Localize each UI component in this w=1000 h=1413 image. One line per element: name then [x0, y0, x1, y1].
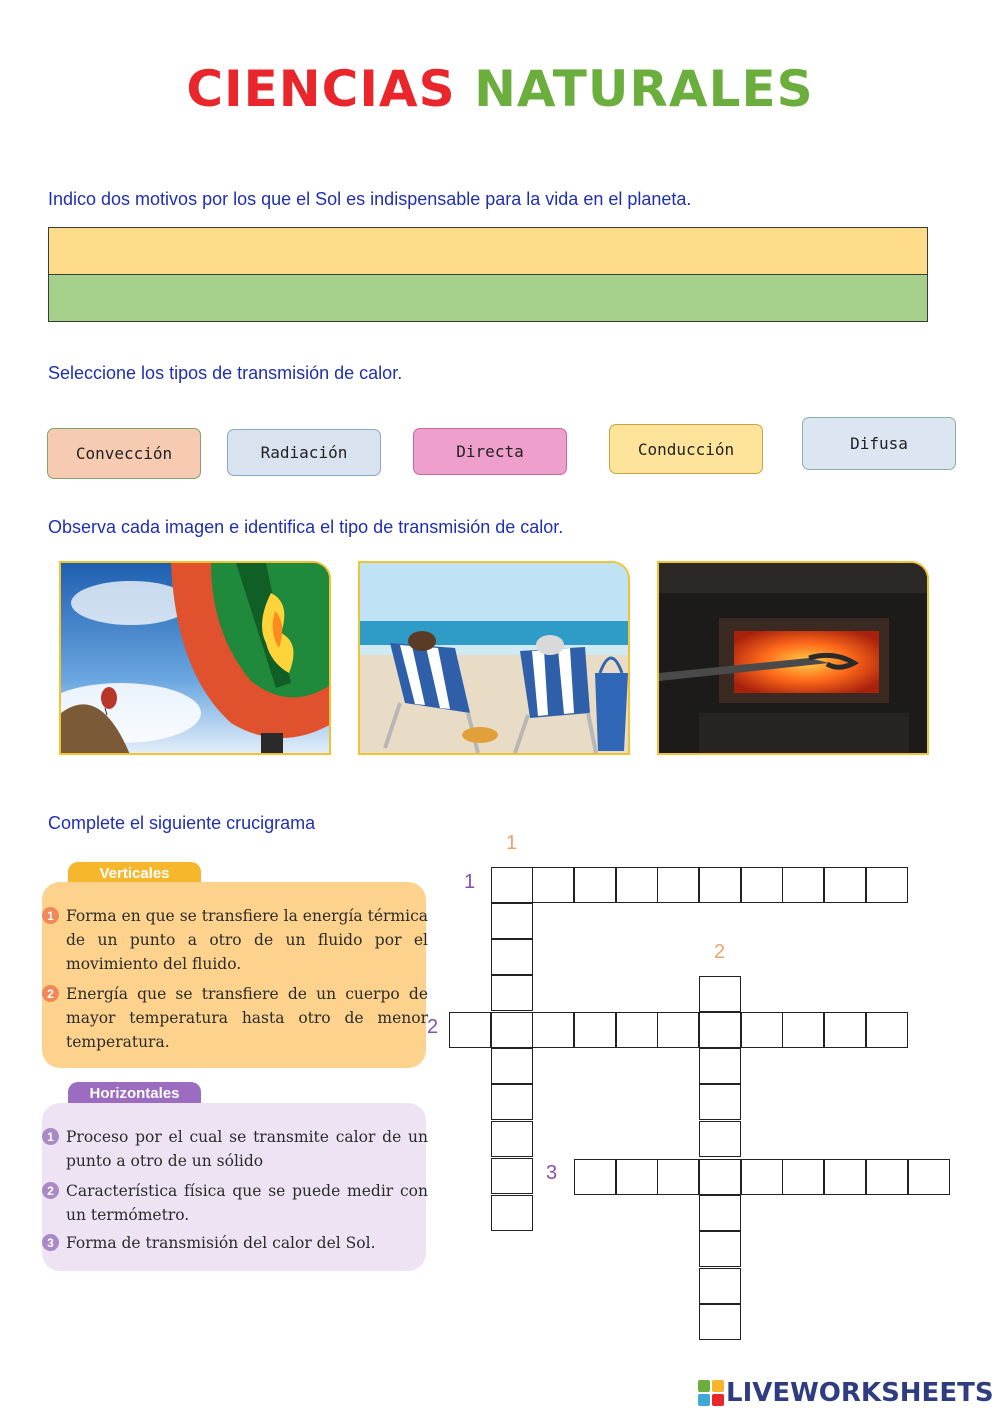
crossword-label-vertical-1: 1 [506, 832, 518, 854]
horizontal-clue-2 [47, 1179, 428, 1227]
crossword-cell[interactable] [657, 867, 699, 903]
crossword-cell[interactable] [699, 1159, 741, 1195]
crossword-cell[interactable] [782, 867, 824, 903]
horizontal-clue-1 [47, 1125, 428, 1173]
forge-illustration [659, 563, 929, 755]
clue-number-badge: 1 [42, 1128, 59, 1145]
verticales-tag: Verticales [68, 862, 201, 884]
crossword-cell[interactable] [491, 1158, 533, 1194]
crossword-cell[interactable] [824, 1012, 866, 1048]
clue-number-badge: 3 [42, 1234, 59, 1251]
crossword-cell[interactable] [699, 1084, 741, 1120]
page-title [0, 60, 1000, 118]
instruction-select-types: Seleccione los tipos de transmisión de calor. [48, 363, 403, 383]
crossword-cell[interactable] [657, 1012, 699, 1048]
photo-forge[interactable] [657, 561, 929, 755]
option-directa[interactable]: Directa [413, 428, 567, 475]
clue-number-badge: 2 [42, 985, 59, 1002]
crossword-cell[interactable] [741, 1012, 783, 1048]
crossword-cell[interactable] [699, 1304, 741, 1340]
clue-number-badge: 2 [42, 1182, 59, 1199]
crossword-label-horizontal-2: 2 [427, 1016, 439, 1038]
crossword-cell[interactable] [616, 867, 658, 903]
title-word-ciencias: CIENCIAS [186, 60, 456, 118]
verticales-box [42, 882, 426, 1068]
crossword-cell[interactable] [866, 1159, 908, 1195]
crossword-cell[interactable] [574, 1159, 616, 1195]
crossword-cell[interactable] [574, 867, 616, 903]
option-difusa[interactable]: Difusa [802, 417, 956, 470]
vertical-clue-2-text: Energía que se transfiere de un cuerpo de mayor temperatura hasta otro de menor temperatura. [66, 985, 428, 1051]
photo-hot-air-balloon[interactable] [59, 561, 331, 755]
option-conveccion[interactable]: Convección [47, 428, 201, 479]
crossword-cell[interactable] [491, 1195, 533, 1231]
crossword-cell[interactable] [699, 1121, 741, 1157]
beach-illustration [360, 563, 630, 755]
option-conduccion[interactable]: Conducción [609, 424, 763, 474]
crossword-cell[interactable] [824, 1159, 866, 1195]
liveworksheets-wordmark: LIVEWORKSHEETS [726, 1378, 994, 1408]
crossword-cell[interactable] [782, 1159, 824, 1195]
horizontal-clue-3-text: Forma de transmisión del calor del Sol. [66, 1234, 376, 1252]
crossword-cell[interactable] [699, 1048, 741, 1084]
crossword-cell[interactable] [491, 1012, 533, 1048]
answer-field-1[interactable] [48, 227, 928, 275]
horizontal-clue-2-text: Característica física que se puede medir con un termómetro. [66, 1182, 428, 1224]
answer-field-2[interactable] [48, 275, 928, 322]
clue-number-badge: 1 [42, 907, 59, 924]
liveworksheets-logo[interactable] [698, 1376, 994, 1410]
instruction-sun-reasons: Indico dos motivos por los que el Sol es indispensable para la vida en el planeta. [48, 189, 692, 209]
horizontales-box [42, 1103, 426, 1271]
crossword-cell[interactable] [491, 867, 533, 903]
horizontal-clue-3 [47, 1231, 428, 1255]
crossword-cell[interactable] [866, 1012, 908, 1048]
balloon-illustration [61, 563, 331, 755]
crossword-cell[interactable] [699, 867, 741, 903]
crossword-cell[interactable] [532, 867, 574, 903]
vertical-clue-1 [47, 904, 428, 976]
crossword-cell[interactable] [491, 903, 533, 939]
vertical-clue-2 [47, 982, 428, 1054]
title-word-naturales: NATURALES [474, 60, 814, 118]
crossword-cell[interactable] [699, 976, 741, 1012]
crossword-label-horizontal-3: 3 [546, 1162, 558, 1184]
crossword-cell[interactable] [574, 1012, 616, 1048]
crossword-cell[interactable] [616, 1159, 658, 1195]
vertical-clue-1-text: Forma en que se transfiere la energía térmica de un punto a otro de un fluido por el movimiento del fluido. [66, 907, 428, 973]
crossword-cell[interactable] [699, 1268, 741, 1304]
crossword-cell[interactable] [491, 1084, 533, 1120]
crossword-cell[interactable] [824, 867, 866, 903]
crossword-cell[interactable] [741, 1159, 783, 1195]
crossword-cell[interactable] [616, 1012, 658, 1048]
horizontal-clue-1-text: Proceso por el cual se transmite calor de un punto a otro de un sólido [66, 1128, 428, 1170]
crossword-cell[interactable] [741, 867, 783, 903]
crossword-cell[interactable] [532, 1012, 574, 1048]
crossword-cell[interactable] [699, 1012, 741, 1048]
crossword-cell[interactable] [699, 1195, 741, 1231]
instruction-identify-images: Observa cada imagen e identifica el tipo de transmisión de calor. [48, 517, 564, 537]
crossword-cell[interactable] [491, 939, 533, 975]
crossword-cell[interactable] [908, 1159, 950, 1195]
crossword-cell[interactable] [491, 1048, 533, 1084]
option-radiacion[interactable]: Radiación [227, 429, 381, 476]
crossword-cell[interactable] [866, 867, 908, 903]
horizontales-tag: Horizontales [68, 1082, 201, 1104]
crossword-cell[interactable] [491, 975, 533, 1011]
crossword-cell[interactable] [449, 1012, 491, 1048]
instruction-crossword: Complete el siguiente crucigrama [48, 813, 316, 833]
liveworksheets-icon [698, 1380, 724, 1406]
photo-beach-chairs[interactable] [358, 561, 630, 755]
crossword-cell[interactable] [657, 1159, 699, 1195]
crossword-cell[interactable] [782, 1012, 824, 1048]
crossword-cell[interactable] [699, 1231, 741, 1267]
crossword-label-vertical-2: 2 [714, 941, 726, 963]
crossword-label-horizontal-1: 1 [464, 871, 476, 893]
crossword-cell[interactable] [491, 1121, 533, 1157]
